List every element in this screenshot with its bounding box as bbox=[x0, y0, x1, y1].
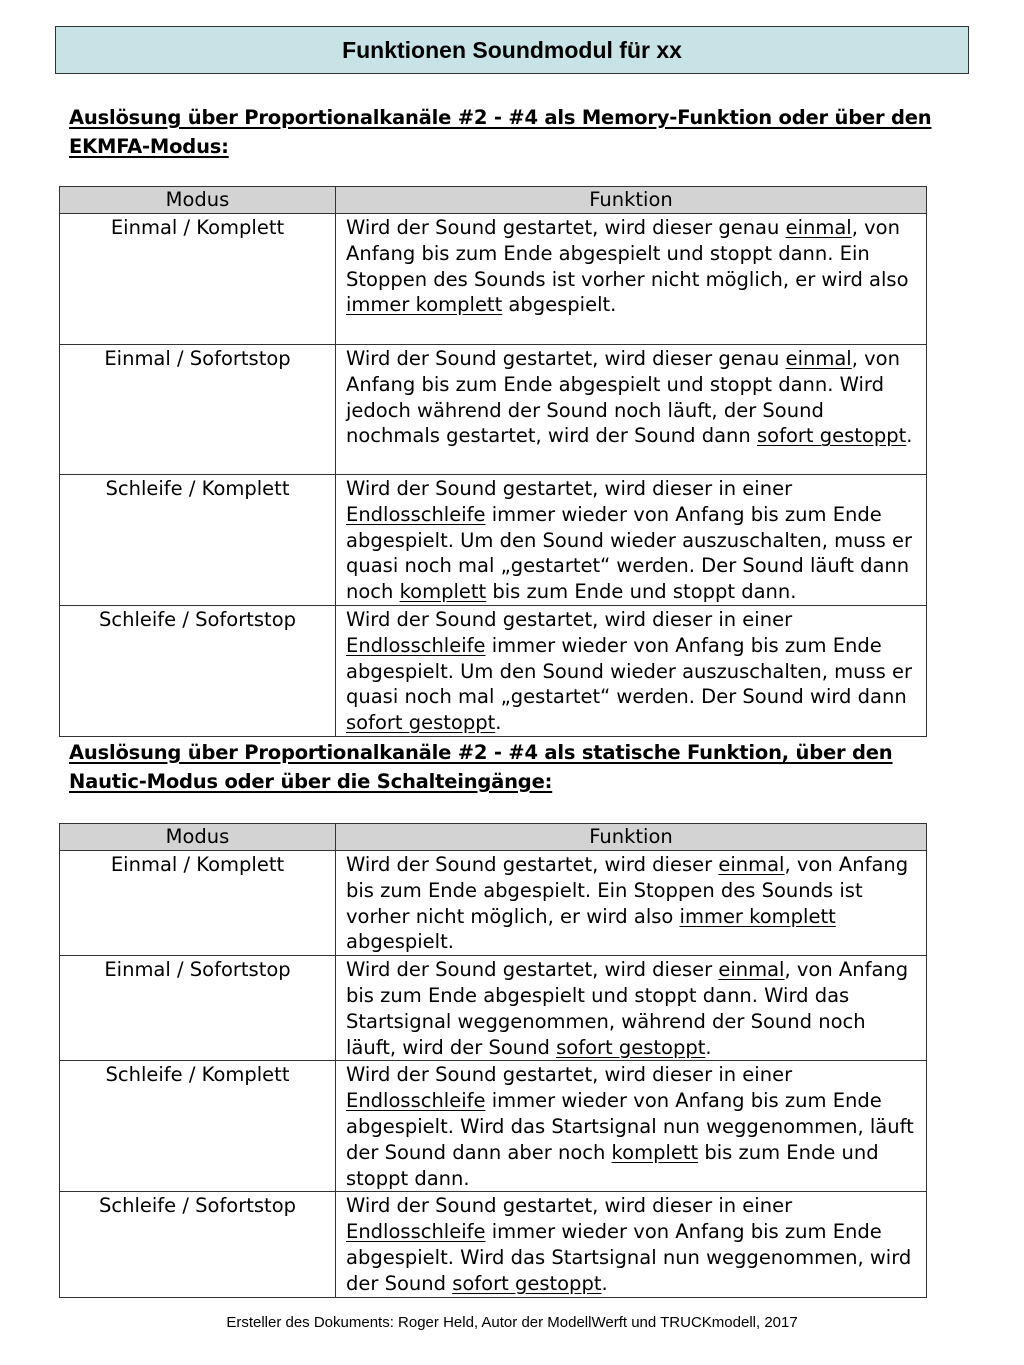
emphasized-text: einmal bbox=[718, 853, 785, 876]
function-text: . bbox=[495, 711, 502, 735]
function-text: , von Anfang bis zum Ende abgespielt und stoppt dann. Ein Stoppen des Sounds ist vorher nicht möglich, er wird also bbox=[346, 216, 909, 291]
function-text: immer wieder von Anfang bis zum Ende abgespielt. Wird das Startsignal nun weggenommen, wird der Sound bbox=[346, 1220, 912, 1295]
function-cell bbox=[336, 214, 927, 345]
emphasized-text: immer komplett bbox=[346, 293, 503, 317]
function-text: Wird der Sound gestartet, wird dieser genau bbox=[346, 347, 786, 370]
emphasized-text: Endlosschleife bbox=[346, 1220, 486, 1244]
emphasized-text: sofort gestoppt bbox=[346, 711, 496, 735]
mode-cell: Einmal / Komplett bbox=[60, 851, 336, 956]
function-text: Wird der Sound gestartet, wird dieser bbox=[346, 853, 719, 876]
function-text: . bbox=[906, 424, 913, 448]
function-text: immer wieder von Anfang bis zum Ende abgespielt. Um den Sound wieder auszuschalten, muss er quasi noch mal „gestartet“ werden. Der Sound läuft dann noch bbox=[346, 502, 913, 604]
function-text: Wird der Sound gestartet, wird dieser in einer bbox=[346, 607, 793, 631]
function-text: , von Anfang bis zum Ende abgespielt und stoppt dann. Wird das Startsignal weggenommen, während der Sound noch läuft, wird der Sound bbox=[346, 958, 909, 1059]
function-cell bbox=[336, 605, 927, 736]
section-heading-line: EKMFA-Modus: bbox=[69, 135, 229, 158]
function-text: immer wieder von Anfang bis zum Ende abgespielt. Um den Sound wieder auszuschalten, muss er quasi noch mal „gestartet“ werden. Der Sound wird dann bbox=[346, 633, 913, 709]
mode-cell: Schleife / Komplett bbox=[60, 475, 336, 606]
table-header-row bbox=[60, 187, 927, 214]
table-row bbox=[60, 851, 927, 956]
function-text: Wird der Sound gestartet, wird dieser in einer bbox=[346, 477, 793, 500]
section-heading-line: Auslösung über Proportionalkanäle #2 - #4 als Memory-Funktion oder über den bbox=[69, 106, 932, 129]
table-row bbox=[60, 475, 927, 606]
column-header-function: Funktion bbox=[336, 824, 927, 851]
function-text: Wird der Sound gestartet, wird dieser in einer bbox=[346, 1194, 793, 1218]
table-row bbox=[60, 956, 927, 1061]
mode-cell: Schleife / Sofortstop bbox=[60, 605, 336, 736]
mode-cell: Einmal / Sofortstop bbox=[60, 345, 336, 475]
emphasized-text: einmal bbox=[785, 347, 852, 370]
mode-cell: Einmal / Sofortstop bbox=[60, 956, 336, 1061]
function-text: bis zum Ende und stoppt dann. bbox=[346, 1140, 879, 1190]
table-row bbox=[60, 605, 927, 736]
emphasized-text: Endlosschleife bbox=[346, 1089, 486, 1113]
column-header-function: Funktion bbox=[336, 187, 927, 214]
table-row bbox=[60, 214, 927, 345]
emphasized-text: immer komplett bbox=[679, 904, 836, 928]
table-row bbox=[60, 345, 927, 475]
function-text: bis zum Ende und stoppt dann. bbox=[486, 580, 797, 604]
mode-cell: Schleife / Komplett bbox=[60, 1061, 336, 1192]
emphasized-text: einmal bbox=[785, 216, 852, 239]
emphasized-text: Endlosschleife bbox=[346, 633, 486, 657]
section-heading-memory bbox=[69, 103, 949, 161]
column-header-mode: Modus bbox=[60, 824, 336, 851]
emphasized-text: sofort gestoppt bbox=[452, 1271, 602, 1295]
function-cell bbox=[336, 956, 927, 1061]
function-text: Wird der Sound gestartet, wird dieser in einer bbox=[346, 1063, 793, 1087]
mode-cell: Schleife / Sofortstop bbox=[60, 1192, 336, 1297]
function-text: , von Anfang bis zum Ende abgespielt. Ein Stoppen des Sounds ist vorher nicht möglich, er wird also bbox=[346, 853, 909, 928]
table-header-row bbox=[60, 824, 927, 851]
function-text: . bbox=[705, 1035, 712, 1059]
function-text: abgespielt. bbox=[346, 930, 454, 954]
function-text: abgespielt. bbox=[502, 293, 617, 317]
table-row bbox=[60, 1192, 927, 1297]
section-heading-line: Nautic-Modus oder über die Schalteingänge: bbox=[69, 770, 553, 793]
function-cell bbox=[336, 475, 927, 606]
emphasized-text: sofort gestoppt bbox=[756, 424, 907, 448]
emphasized-text: komplett bbox=[611, 1140, 699, 1164]
section-heading-line: Auslösung über Proportionalkanäle #2 - #4 als statische Funktion, über den bbox=[69, 741, 893, 764]
mode-cell: Einmal / Komplett bbox=[60, 214, 336, 345]
function-text: Wird der Sound gestartet, wird dieser genau bbox=[346, 216, 786, 239]
emphasized-text: Endlosschleife bbox=[346, 502, 486, 526]
section-heading-static bbox=[69, 738, 949, 796]
emphasized-text: einmal bbox=[718, 958, 785, 982]
column-header-mode: Modus bbox=[60, 187, 336, 214]
function-text: , von Anfang bis zum Ende abgespielt und stoppt dann. Wird jedoch während der Sound noch läuft, der Sound nochmals gestartet, wird der Sound dann bbox=[346, 347, 900, 448]
emphasized-text: komplett bbox=[399, 580, 487, 604]
function-text: . bbox=[601, 1271, 608, 1295]
function-text: immer wieder von Anfang bis zum Ende abgespielt. Wird das Startsignal nun weggenommen, läuft der Sound dann aber noch bbox=[346, 1089, 914, 1164]
function-cell bbox=[336, 1061, 927, 1192]
function-text: Wird der Sound gestartet, wird dieser bbox=[346, 958, 719, 982]
table-row bbox=[60, 1061, 927, 1192]
function-cell bbox=[336, 851, 927, 956]
document-title: Funktionen Soundmodul für xx bbox=[55, 26, 969, 74]
functions-table-memory bbox=[59, 186, 927, 737]
emphasized-text: sofort gestoppt bbox=[556, 1035, 706, 1059]
function-cell bbox=[336, 1192, 927, 1297]
function-cell bbox=[336, 345, 927, 475]
document-footer: Ersteller des Dokuments: Roger Held, Autor der ModellWerft und TRUCKmodell, 2017 bbox=[226, 1314, 798, 1331]
functions-table-static bbox=[59, 823, 927, 1298]
